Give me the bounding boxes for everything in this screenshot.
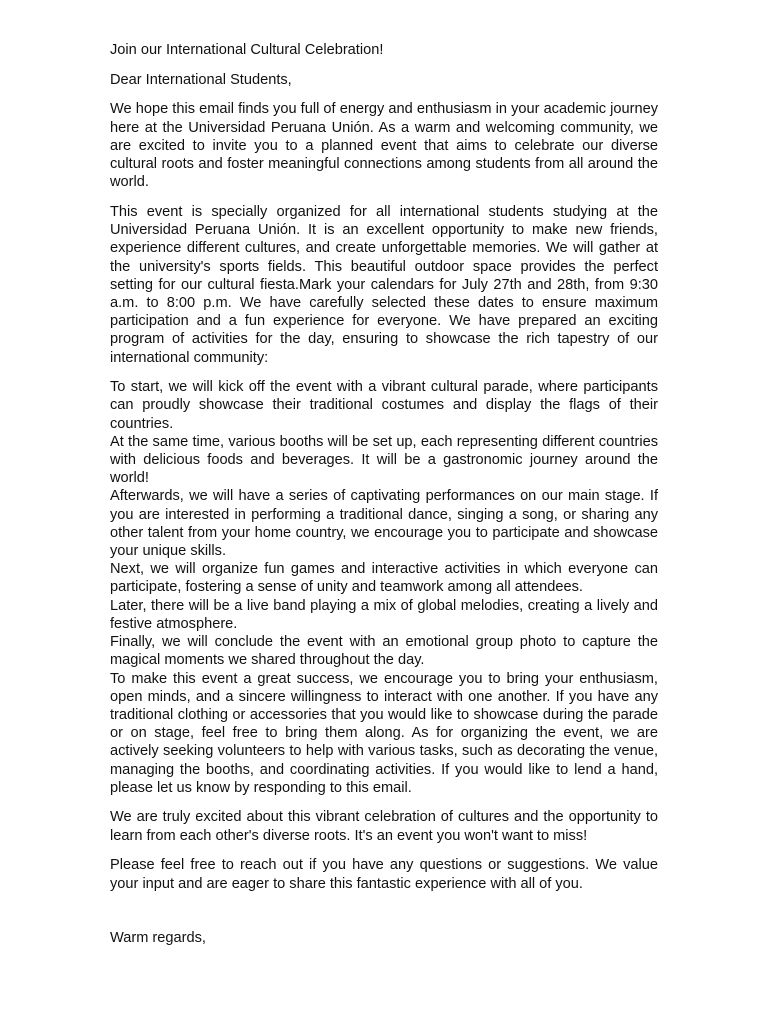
excitement-paragraph: We are truly excited about this vibrant celebration of cultures and the opportunity to learn from each other's diverse roots. It's an event you won't want to miss! [110, 809, 658, 844]
program-booths-paragraph: At the same time, various booths will be set up, each representing different countries with delicious foods and beverages. It will be a gastronomic journey around the world! [110, 433, 658, 487]
program-performances-paragraph: Afterwards, we will have a series of captivating performances on our main stage. If you are interested in performing a traditional dance, singing a song, or sharing any other talent from your home country, we encourage you to participate and showcase your unique skills. [110, 488, 658, 560]
program-parade-paragraph: To start, we will kick off the event with a vibrant cultural parade, where participants can proudly showcase their traditional costumes and display the flags of their countries. [110, 379, 658, 432]
intro-paragraph: We hope this email finds you full of energy and enthusiasm in your academic journey here at the Universidad Peruana Unión. As a warm and welcoming community, we are excited to invite you to a planned event that aims to celebrate our diverse cultural roots and foster meaningful connections among students from all around the world. [110, 101, 658, 191]
event-details-paragraph: This event is specially organized for all international students studying at the Universidad Peruana Unión. It is an excellent opportunity to make new friends, experience different cultures, and create unforgettable memories. We will gather at the university's sports fields. This beautiful outdoor space provides the perfect setting for our cultural fiesta.Mark your calendars for July 27th and 28th, from 9:30 a.m. to 8:00 p.m. We have carefully selected these dates to ensure maximum participation and a fun experience for everyone. We have prepared an exciting program of activities for the day, ensuring to showcase the rich tapestry of our international community: [110, 203, 658, 366]
program-block [110, 378, 658, 797]
email-subject: Join our International Cultural Celebration! [110, 42, 384, 58]
email-closing: Warm regards, [110, 929, 206, 946]
email-greeting: Dear International Students, [110, 71, 292, 88]
program-volunteer-paragraph: To make this event a great success, we encourage you to bring your enthusiasm, open minds, and a sincere willingness to interact with one another. If you have any traditional clothing or accessories that you would like to showcase during the parade or on stage, feel free to bring them along. As for organizing the event, we are actively seeking volunteers to help with various tasks, such as decorating the venue, managing the booths, and coordinating activities. If you would like to lend a hand, please let us know by responding to this email. [110, 670, 658, 796]
email-document [110, 41, 658, 958]
program-photo-paragraph: Finally, we will conclude the event with an emotional group photo to capture the magical moments we shared throughout the day. [110, 634, 658, 669]
program-band-paragraph: Later, there will be a live band playing a mix of global melodies, creating a lively and festive atmosphere. [110, 597, 658, 632]
program-games-paragraph: Next, we will organize fun games and interactive activities in which everyone can participate, fostering a sense of unity and teamwork among all attendees. [110, 561, 658, 596]
contact-paragraph: Please feel free to reach out if you have any questions or suggestions. We value your input and are eager to share this fantastic experience with all of you. [110, 857, 658, 892]
